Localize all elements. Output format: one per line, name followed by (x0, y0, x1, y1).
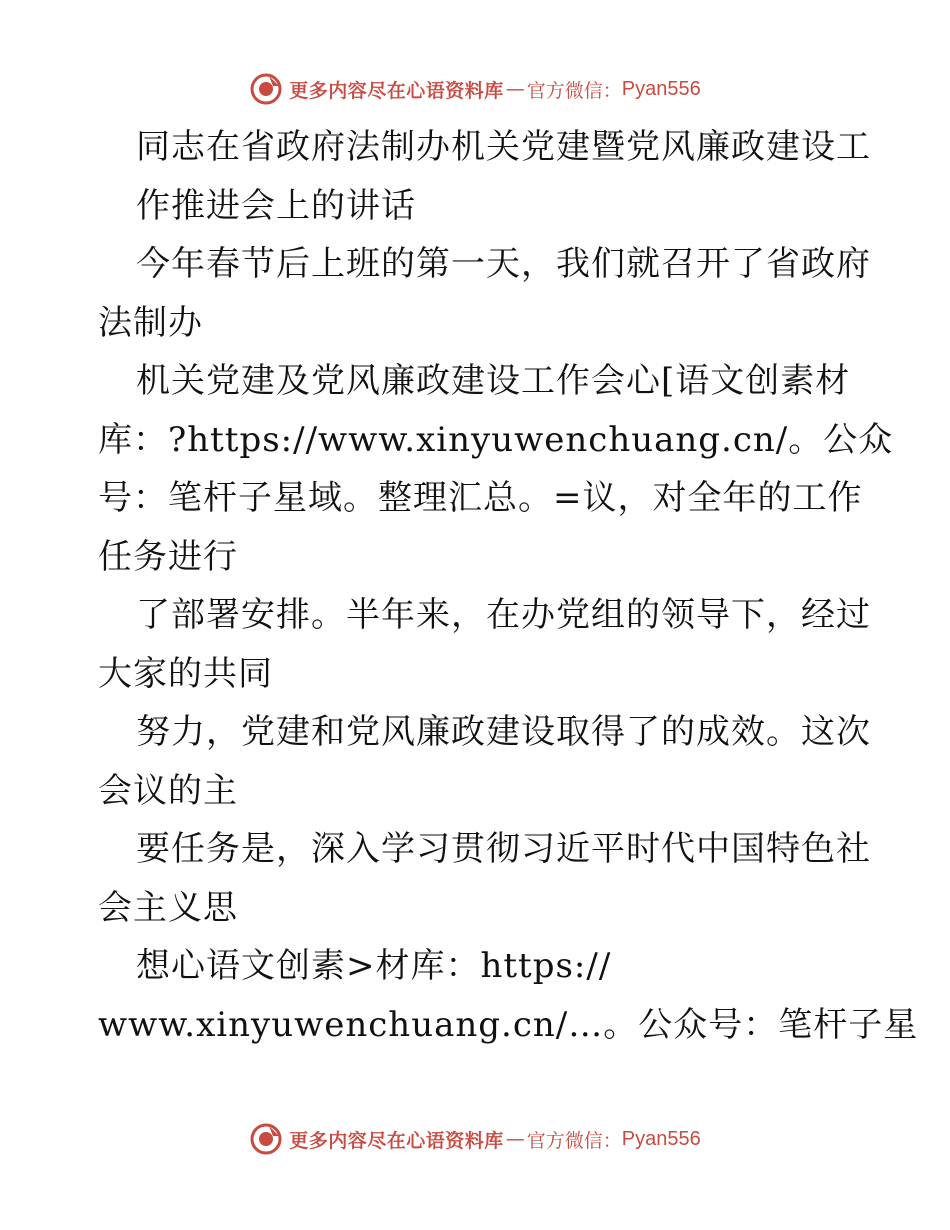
body-line: 会议的主 (98, 770, 238, 811)
body-line: 会主义思 (98, 887, 238, 928)
footer-wechat-label: 官方微信： (526, 1129, 622, 1152)
header-banner-text: 更多内容尽在心语资料库 (289, 79, 504, 102)
body-line: 作推进会上的讲话 (136, 185, 416, 226)
header-banner (249, 70, 701, 108)
page-footer (0, 1120, 950, 1158)
body-line: 法制办 (98, 302, 203, 343)
footer-banner-text: 更多内容尽在心语资料库 (289, 1129, 504, 1152)
header-wechat-label: 官方微信： (526, 79, 622, 102)
body-line: 努力，党建和党风廉政建设取得了的成效。这次 (136, 712, 871, 752)
logo-icon (249, 1122, 283, 1156)
header-separator: — (505, 78, 525, 100)
body-line: 想心语文创素>材库：https:// (136, 946, 612, 986)
body-line: 号：笔杆子星域。整理汇总。=议，对全年的工作 (98, 478, 863, 518)
body-line: 任务进行 (98, 536, 238, 577)
footer-wechat-id: Pyan556 (621, 1127, 701, 1150)
body-line: 了部署安排。半年来，在办党组的领导下，经过 (136, 595, 871, 635)
footer-separator: — (505, 1128, 525, 1150)
page-header (0, 70, 950, 108)
header-wechat-id: Pyan556 (621, 77, 701, 100)
body-line: 今年春节后上班的第一天，我们就召开了省政府 (136, 244, 871, 284)
body-line: 要任务是，深入学习贯彻习近平时代中国特色社 (136, 829, 871, 869)
document-body (98, 118, 919, 1054)
body-line: 同志在省政府法制办机关党建暨党风廉政建设工 (136, 127, 871, 167)
body-line: 库：?https://www.xinyuwenchuang.cn/。公众 (98, 419, 894, 460)
body-line: 机关党建及党风廉政建设工作会心[语文创素材 (136, 361, 851, 401)
footer-banner (249, 1120, 701, 1158)
logo-icon (249, 72, 283, 106)
body-line: 大家的共同 (98, 653, 273, 694)
body-line: www.xinyuwenchuang.cn/…。公众号：笔杆子星 (98, 1004, 919, 1045)
